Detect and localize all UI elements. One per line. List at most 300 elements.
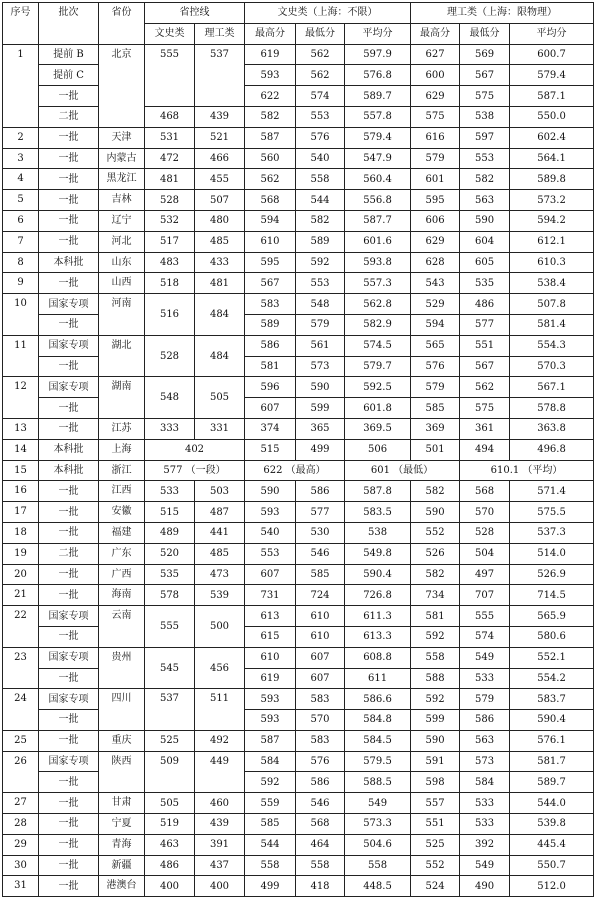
wenshi-avg-cell: 579.4	[345, 127, 411, 148]
ligong-max-cell: 616	[411, 127, 460, 148]
ligong-max-cell: 595	[411, 190, 460, 211]
province-cell: 浙江	[99, 460, 145, 481]
table-row	[3, 398, 594, 419]
control-line-ligong: 503	[195, 481, 245, 502]
seq-cell: 8	[3, 252, 39, 273]
seq-cell: 23	[3, 647, 39, 689]
ligong-avg-cell: 507.8	[510, 294, 594, 315]
batch-cell: 一批	[39, 398, 99, 419]
table-row	[3, 335, 594, 356]
wenshi-avg-cell: 611	[345, 668, 411, 689]
wenshi-min-cell: 586	[296, 772, 345, 793]
table-row	[3, 814, 594, 835]
ligong-avg-cell: 589.7	[510, 772, 594, 793]
table-row	[3, 377, 594, 398]
table-row	[3, 314, 594, 335]
wenshi-avg-cell: 582.9	[345, 314, 411, 335]
wenshi-min-cell: 553	[296, 106, 345, 127]
ligong-min-cell: 533	[460, 814, 510, 835]
batch-cell: 一批	[39, 855, 99, 876]
ligong-avg-cell: 580.6	[510, 626, 594, 647]
control-line-ligong: 521	[195, 127, 245, 148]
ligong-min-cell: 604	[460, 231, 510, 252]
wenshi-max-cell: 559	[245, 793, 296, 814]
seq-cell: 26	[3, 751, 39, 793]
ligong-min-cell: 563	[460, 730, 510, 751]
ligong-avg-cell: 496.8	[510, 439, 594, 460]
table-row	[3, 356, 594, 377]
ligong-max-cell: 543	[411, 273, 460, 294]
wenshi-max-cell: 587	[245, 730, 296, 751]
wenshi-avg-cell: 556.8	[345, 190, 411, 211]
control-line-ligong: 391	[195, 834, 245, 855]
wenshi-avg-cell: 504.6	[345, 834, 411, 855]
table-row	[3, 522, 594, 543]
batch-cell: 一批	[39, 231, 99, 252]
ligong-avg-cell: 564.1	[510, 148, 594, 169]
province-cell: 福建	[99, 522, 145, 543]
batch-cell: 一批	[39, 585, 99, 606]
control-line-wenshi: 545	[145, 647, 195, 689]
seq-cell: 7	[3, 231, 39, 252]
ligong-max-cell: 599	[411, 710, 460, 731]
control-line-wenshi: 578	[145, 585, 195, 606]
control-line-ligong: 537	[195, 44, 245, 106]
table-row	[3, 86, 594, 107]
ligong-min-cell: 584	[460, 772, 510, 793]
control-line-wenshi: 505	[145, 793, 195, 814]
ligong-avg-cell: 610.3	[510, 252, 594, 273]
ligong-avg-cell: 565.9	[510, 606, 594, 627]
avg-score-cell: 610.1 （平均）	[460, 460, 594, 481]
seq-cell: 14	[3, 439, 39, 460]
control-line-ligong: 456	[195, 647, 245, 689]
ligong-avg-cell: 550.7	[510, 855, 594, 876]
ligong-max-cell: 627	[411, 44, 460, 65]
wenshi-min-cell: 561	[296, 335, 345, 356]
ligong-min-cell: 575	[460, 398, 510, 419]
wenshi-min-cell: 583	[296, 689, 345, 710]
ligong-max-cell: 579	[411, 148, 460, 169]
header-ctrl-wenshi: 文史类	[145, 23, 195, 44]
wenshi-avg-cell: 584.8	[345, 710, 411, 731]
province-cell: 湖北	[99, 335, 145, 377]
control-line-ligong: 484	[195, 294, 245, 336]
ligong-min-cell: 707	[460, 585, 510, 606]
wenshi-min-cell: 583	[296, 730, 345, 751]
ligong-avg-cell: 550.0	[510, 106, 594, 127]
ligong-min-cell: 486	[460, 294, 510, 315]
ligong-max-cell: 628	[411, 252, 460, 273]
ligong-avg-cell: 554.3	[510, 335, 594, 356]
wenshi-max-cell: 568	[245, 190, 296, 211]
control-line-ligong: 439	[195, 106, 245, 127]
province-cell: 上海	[99, 439, 145, 460]
wenshi-max-cell: 586	[245, 335, 296, 356]
ligong-min-cell: 392	[460, 834, 510, 855]
ligong-avg-cell: 514.0	[510, 543, 594, 564]
wenshi-max-cell: 596	[245, 377, 296, 398]
ligong-avg-cell: 537.3	[510, 522, 594, 543]
batch-cell: 一批	[39, 834, 99, 855]
ligong-max-cell: 591	[411, 751, 460, 772]
ligong-max-cell: 557	[411, 793, 460, 814]
control-line-ligong: 473	[195, 564, 245, 585]
wenshi-max-cell: 607	[245, 564, 296, 585]
wenshi-max-cell: 594	[245, 210, 296, 231]
wenshi-avg-cell: 573.3	[345, 814, 411, 835]
control-line-wenshi: 555	[145, 44, 195, 106]
wenshi-avg-cell: 592.5	[345, 377, 411, 398]
ligong-avg-cell: 600.7	[510, 44, 594, 65]
ligong-min-cell: 575	[460, 86, 510, 107]
header-l-avg: 平均分	[510, 23, 594, 44]
wenshi-min-cell: 540	[296, 148, 345, 169]
ligong-avg-cell: 581.7	[510, 751, 594, 772]
wenshi-max-cell: 590	[245, 481, 296, 502]
ligong-avg-cell: 714.5	[510, 585, 594, 606]
ligong-min-cell: 535	[460, 273, 510, 294]
wenshi-min-cell: 576	[296, 751, 345, 772]
wenshi-avg-cell: 593.8	[345, 252, 411, 273]
ligong-min-cell: 570	[460, 502, 510, 523]
wenshi-avg-cell: 584.5	[345, 730, 411, 751]
table-row	[3, 231, 594, 252]
ligong-avg-cell: 554.2	[510, 668, 594, 689]
ligong-max-cell: 551	[411, 814, 460, 835]
header-l-max: 最高分	[411, 23, 460, 44]
batch-cell: 国家专项	[39, 751, 99, 772]
ligong-min-cell: 597	[460, 127, 510, 148]
control-line-wenshi: 531	[145, 127, 195, 148]
min-score-cell: 601 （最低）	[345, 460, 460, 481]
seq-cell: 11	[3, 335, 39, 377]
control-line-cell: 402	[145, 439, 245, 460]
wenshi-max-cell: 582	[245, 106, 296, 127]
ligong-max-cell: 552	[411, 522, 460, 543]
table-row	[3, 273, 594, 294]
wenshi-max-cell: 583	[245, 294, 296, 315]
header-w-avg: 平均分	[345, 23, 411, 44]
control-line-wenshi: 516	[145, 294, 195, 336]
wenshi-avg-cell: 601.6	[345, 231, 411, 252]
seq-cell: 9	[3, 273, 39, 294]
wenshi-min-cell: 548	[296, 294, 345, 315]
province-cell: 河南	[99, 294, 145, 336]
wenshi-min-cell: 576	[296, 127, 345, 148]
ligong-avg-cell: 567.1	[510, 377, 594, 398]
ligong-avg-cell: 512.0	[510, 876, 594, 897]
ligong-avg-cell: 581.4	[510, 314, 594, 335]
seq-cell: 1	[3, 44, 39, 127]
wenshi-min-cell: 558	[296, 855, 345, 876]
header-ctrl-ligong: 理工类	[195, 23, 245, 44]
seq-cell: 21	[3, 585, 39, 606]
batch-cell: 一批	[39, 710, 99, 731]
wenshi-avg-cell: 448.5	[345, 876, 411, 897]
header-province: 省份	[99, 3, 145, 45]
control-line-wenshi: 509	[145, 751, 195, 793]
batch-cell: 一批	[39, 814, 99, 835]
seq-cell: 28	[3, 814, 39, 835]
ligong-max-cell: 734	[411, 585, 460, 606]
wenshi-min-cell: 724	[296, 585, 345, 606]
wenshi-avg-cell: 587.7	[345, 210, 411, 231]
province-cell: 宁夏	[99, 814, 145, 835]
wenshi-max-cell: 584	[245, 751, 296, 772]
control-line-wenshi: 486	[145, 855, 195, 876]
wenshi-avg-cell: 589.7	[345, 86, 411, 107]
wenshi-max-cell: 515	[245, 439, 296, 460]
batch-cell: 一批	[39, 730, 99, 751]
ligong-avg-cell: 575.5	[510, 502, 594, 523]
ligong-max-cell: 501	[411, 439, 460, 460]
ligong-avg-cell: 583.7	[510, 689, 594, 710]
wenshi-min-cell: 579	[296, 314, 345, 335]
batch-cell: 一批	[39, 314, 99, 335]
wenshi-avg-cell: 588.5	[345, 772, 411, 793]
wenshi-avg-cell: 369.5	[345, 418, 411, 439]
seq-cell: 5	[3, 190, 39, 211]
batch-cell: 国家专项	[39, 689, 99, 710]
score-table	[2, 2, 594, 897]
wenshi-max-cell: 613	[245, 606, 296, 627]
ligong-max-cell: 524	[411, 876, 460, 897]
ligong-avg-cell: 594.2	[510, 210, 594, 231]
ligong-min-cell: 533	[460, 793, 510, 814]
table-body	[3, 44, 594, 897]
control-line-wenshi: 518	[145, 273, 195, 294]
province-cell: 贵州	[99, 647, 145, 689]
wenshi-avg-cell: 557.3	[345, 273, 411, 294]
ligong-max-cell: 529	[411, 294, 460, 315]
ligong-min-cell: 504	[460, 543, 510, 564]
province-cell: 广东	[99, 543, 145, 564]
ligong-max-cell: 582	[411, 564, 460, 585]
ligong-min-cell: 567	[460, 356, 510, 377]
table-row	[3, 689, 594, 710]
ligong-avg-cell: 445.4	[510, 834, 594, 855]
header-w-min: 最低分	[296, 23, 345, 44]
wenshi-min-cell: 607	[296, 668, 345, 689]
wenshi-min-cell: 570	[296, 710, 345, 731]
control-line-ligong: 492	[195, 730, 245, 751]
wenshi-max-cell: 731	[245, 585, 296, 606]
ligong-min-cell: 549	[460, 647, 510, 668]
wenshi-min-cell: 553	[296, 273, 345, 294]
wenshi-max-cell: 374	[245, 418, 296, 439]
ligong-max-cell: 552	[411, 855, 460, 876]
table-row	[3, 190, 594, 211]
control-line-wenshi: 517	[145, 231, 195, 252]
wenshi-min-cell: 464	[296, 834, 345, 855]
seq-cell: 31	[3, 876, 39, 897]
control-line-ligong: 500	[195, 606, 245, 648]
wenshi-max-cell: 593	[245, 502, 296, 523]
province-cell: 天津	[99, 127, 145, 148]
province-cell: 吉林	[99, 190, 145, 211]
wenshi-max-cell: 593	[245, 710, 296, 731]
table-row	[3, 564, 594, 585]
table-row	[3, 106, 594, 127]
ligong-max-cell: 601	[411, 169, 460, 190]
control-line-wenshi: 525	[145, 730, 195, 751]
control-line-wenshi: 537	[145, 689, 195, 731]
wenshi-max-cell: 622	[245, 86, 296, 107]
wenshi-min-cell: 582	[296, 210, 345, 231]
batch-cell: 一批	[39, 86, 99, 107]
wenshi-min-cell: 365	[296, 418, 345, 439]
province-cell: 北京	[99, 44, 145, 127]
seq-cell: 27	[3, 793, 39, 814]
wenshi-min-cell: 562	[296, 65, 345, 86]
wenshi-min-cell: 607	[296, 647, 345, 668]
wenshi-avg-cell: 613.3	[345, 626, 411, 647]
wenshi-max-cell: 581	[245, 356, 296, 377]
ligong-min-cell: 555	[460, 606, 510, 627]
wenshi-min-cell: 562	[296, 44, 345, 65]
table-row	[3, 127, 594, 148]
province-cell: 甘肃	[99, 793, 145, 814]
ligong-avg-cell: 578.8	[510, 398, 594, 419]
ligong-max-cell: 588	[411, 668, 460, 689]
ligong-max-cell: 581	[411, 606, 460, 627]
wenshi-min-cell: 418	[296, 876, 345, 897]
wenshi-min-cell: 592	[296, 252, 345, 273]
table-row	[3, 502, 594, 523]
province-cell: 广西	[99, 564, 145, 585]
province-cell: 青海	[99, 834, 145, 855]
header-l-min: 最低分	[460, 23, 510, 44]
seq-cell: 3	[3, 148, 39, 169]
control-line-ligong: 331	[195, 418, 245, 439]
table-row	[3, 710, 594, 731]
ligong-max-cell: 576	[411, 356, 460, 377]
ligong-max-cell: 594	[411, 314, 460, 335]
control-line-ligong: 487	[195, 502, 245, 523]
wenshi-min-cell: 577	[296, 502, 345, 523]
control-line-ligong: 485	[195, 231, 245, 252]
wenshi-min-cell: 574	[296, 86, 345, 107]
ligong-max-cell: 600	[411, 65, 460, 86]
ligong-min-cell: 497	[460, 564, 510, 585]
seq-cell: 22	[3, 606, 39, 648]
control-line-wenshi: 483	[145, 252, 195, 273]
control-line-ligong: 480	[195, 210, 245, 231]
batch-cell: 本科批	[39, 460, 99, 481]
batch-cell: 一批	[39, 772, 99, 793]
wenshi-max-cell: 610	[245, 647, 296, 668]
control-line-ligong: 449	[195, 751, 245, 793]
header-w-max: 最高分	[245, 23, 296, 44]
seq-cell: 10	[3, 294, 39, 336]
ligong-min-cell: 582	[460, 169, 510, 190]
wenshi-max-cell: 560	[245, 148, 296, 169]
ligong-min-cell: 490	[460, 876, 510, 897]
batch-cell: 一批	[39, 169, 99, 190]
batch-cell: 提前 C	[39, 65, 99, 86]
ligong-avg-cell: 552.1	[510, 647, 594, 668]
wenshi-max-cell: 610	[245, 231, 296, 252]
table-row	[3, 169, 594, 190]
control-line-wenshi: 532	[145, 210, 195, 231]
wenshi-avg-cell: 557.8	[345, 106, 411, 127]
batch-cell: 一批	[39, 626, 99, 647]
batch-cell: 一批	[39, 127, 99, 148]
wenshi-max-cell: 499	[245, 876, 296, 897]
ligong-min-cell: 361	[460, 418, 510, 439]
control-line-cell: 577 （一段）	[145, 460, 245, 481]
seq-cell: 20	[3, 564, 39, 585]
wenshi-max-cell: 592	[245, 772, 296, 793]
table-row	[3, 751, 594, 772]
wenshi-min-cell: 585	[296, 564, 345, 585]
seq-cell: 15	[3, 460, 39, 481]
batch-cell: 国家专项	[39, 606, 99, 627]
ligong-avg-cell: 544.0	[510, 793, 594, 814]
control-line-wenshi: 472	[145, 148, 195, 169]
table-row	[3, 730, 594, 751]
wenshi-avg-cell: 726.8	[345, 585, 411, 606]
ligong-avg-cell: 526.9	[510, 564, 594, 585]
wenshi-avg-cell: 506	[345, 439, 411, 460]
wenshi-min-cell: 590	[296, 377, 345, 398]
ligong-max-cell: 579	[411, 377, 460, 398]
ligong-avg-cell: 363.8	[510, 418, 594, 439]
wenshi-max-cell: 595	[245, 252, 296, 273]
control-line-ligong: 400	[195, 876, 245, 897]
wenshi-max-cell: 558	[245, 855, 296, 876]
seq-cell: 25	[3, 730, 39, 751]
seq-cell: 4	[3, 169, 39, 190]
seq-cell: 19	[3, 543, 39, 564]
header-wenshi-group: 文史类（上海：不限）	[245, 3, 411, 24]
header-control-line: 省控线	[145, 3, 245, 24]
control-line-ligong: 539	[195, 585, 245, 606]
control-line-wenshi: 519	[145, 814, 195, 835]
wenshi-avg-cell: 583.5	[345, 502, 411, 523]
ligong-max-cell: 565	[411, 335, 460, 356]
province-cell: 湖南	[99, 377, 145, 419]
batch-cell: 一批	[39, 668, 99, 689]
batch-cell: 本科批	[39, 252, 99, 273]
ligong-avg-cell: 538.4	[510, 273, 594, 294]
table-row	[3, 585, 594, 606]
ligong-min-cell: 538	[460, 106, 510, 127]
ligong-min-cell: 562	[460, 377, 510, 398]
ligong-avg-cell: 587.1	[510, 86, 594, 107]
table-row	[3, 439, 594, 460]
province-cell: 山东	[99, 252, 145, 273]
wenshi-avg-cell: 576.8	[345, 65, 411, 86]
wenshi-min-cell: 546	[296, 793, 345, 814]
batch-cell: 一批	[39, 210, 99, 231]
wenshi-avg-cell: 562.8	[345, 294, 411, 315]
ligong-max-cell: 558	[411, 647, 460, 668]
wenshi-max-cell: 585	[245, 814, 296, 835]
table-row	[3, 647, 594, 668]
control-line-wenshi: 528	[145, 190, 195, 211]
control-line-wenshi: 463	[145, 834, 195, 855]
ligong-max-cell: 629	[411, 86, 460, 107]
ligong-min-cell: 574	[460, 626, 510, 647]
ligong-min-cell: 551	[460, 335, 510, 356]
wenshi-min-cell: 558	[296, 169, 345, 190]
table-row	[3, 418, 594, 439]
wenshi-avg-cell: 590.4	[345, 564, 411, 585]
wenshi-max-cell: 562	[245, 169, 296, 190]
ligong-max-cell: 606	[411, 210, 460, 231]
